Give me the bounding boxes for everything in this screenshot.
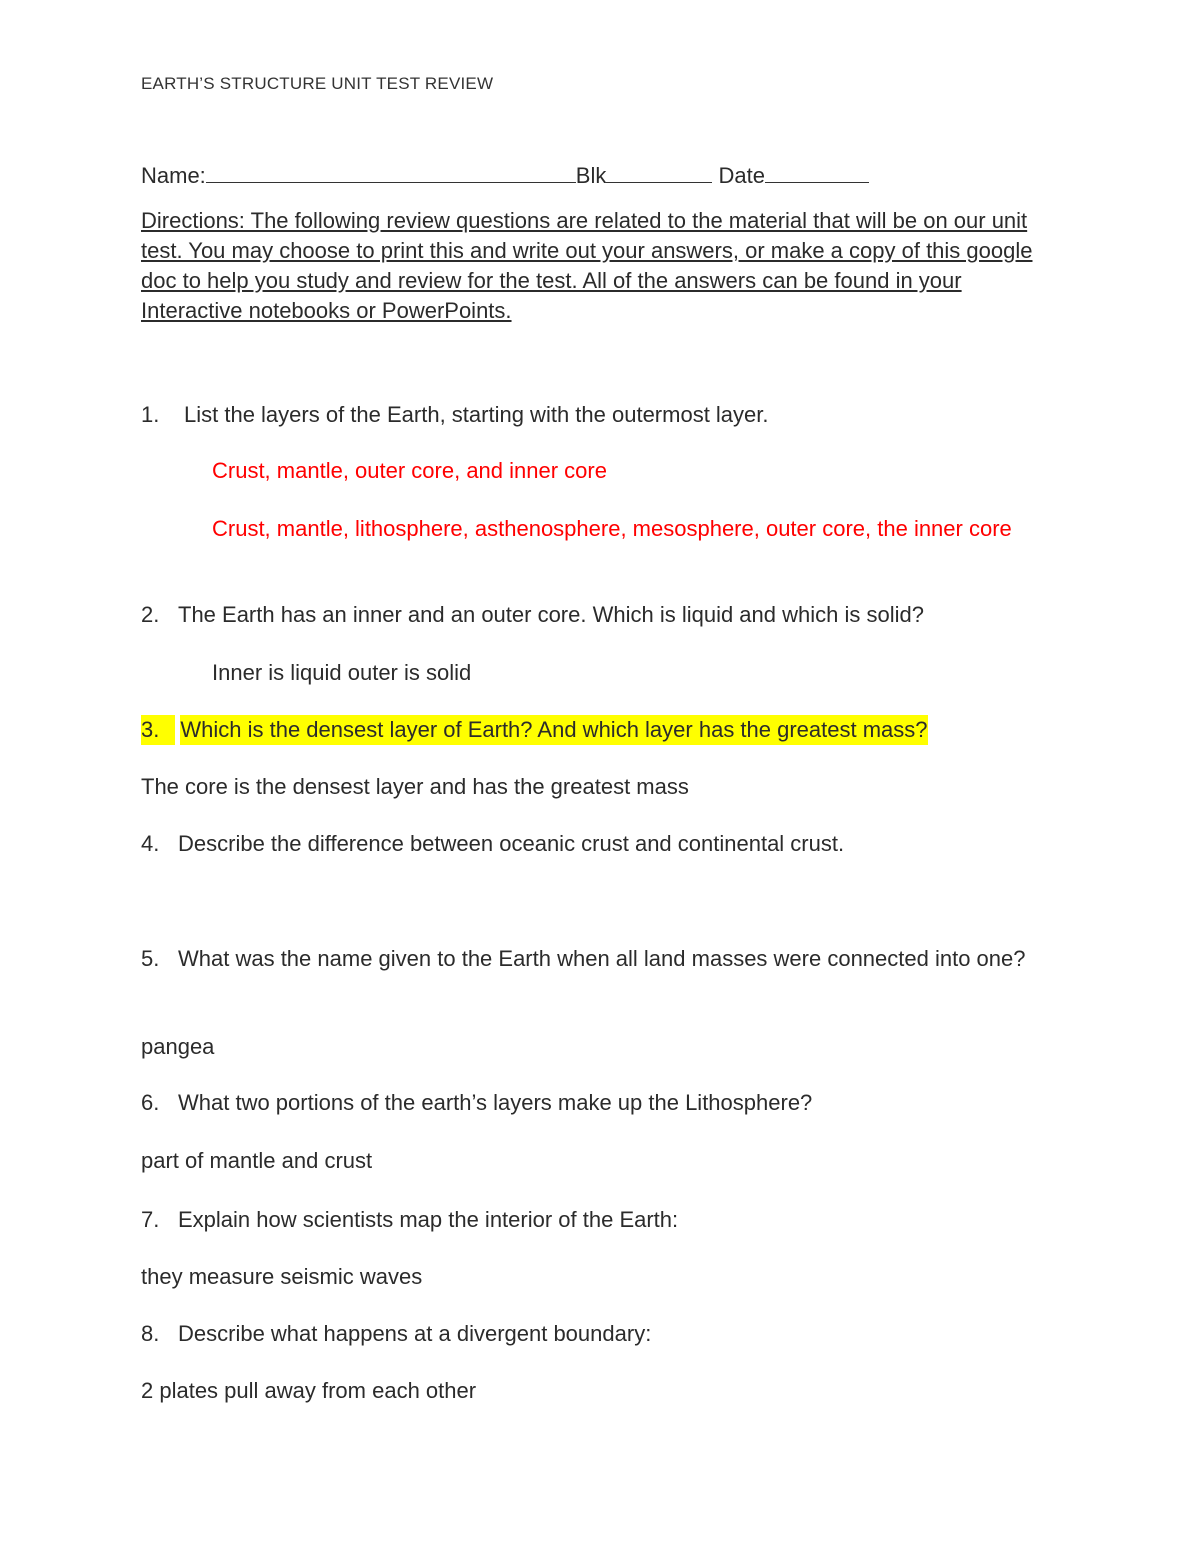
question-1-answer-2: Crust, mantle, lithosphere, asthenosphere, mesosphere, outer core, the inner core — [212, 516, 1012, 541]
question-3-highlight — [141, 715, 928, 745]
document-title: EARTH’S STRUCTURE UNIT TEST REVIEW — [141, 74, 494, 93]
question-1-answer-1: Crust, mantle, outer core, and inner core — [212, 458, 607, 483]
question-5-answer: pangea — [141, 1034, 215, 1059]
date-label: Date — [718, 163, 765, 188]
blk-blank — [606, 160, 712, 183]
question-2-answer: Inner is liquid outer is solid — [212, 660, 472, 685]
question-2-number: 2. — [141, 602, 160, 627]
question-8-answer: 2 plates pull away from each other — [141, 1378, 477, 1403]
question-6-answer: part of mantle and crust — [141, 1148, 373, 1173]
question-8-text: Describe what happens at a divergent boundary: — [178, 1321, 652, 1346]
question-2-text: The Earth has an inner and an outer core. Which is liquid and which is solid? — [178, 602, 924, 627]
question-7-number: 7. — [141, 1207, 160, 1232]
question-8-number: 8. — [141, 1321, 160, 1346]
question-6-text: What two portions of the earth’s layers make up the Lithosphere? — [178, 1090, 813, 1115]
blk-label: Blk — [575, 163, 607, 188]
name-blk-date-line — [141, 160, 869, 191]
question-5-number: 5. — [141, 946, 160, 971]
question-1-text: List the layers of the Earth, starting with the outermost layer. — [184, 402, 769, 427]
question-6-number: 6. — [141, 1090, 160, 1115]
directions-paragraph: Directions: The following review questions are related to the material that will be on our unit test. You may choose to print this and write out your answers, or make a copy of this google doc to help you study and review for the test. All of the answers can be found in your Interactive notebooks or PowerPoints. — [141, 208, 1033, 323]
question-7-answer: they measure seismic waves — [141, 1264, 423, 1289]
question-4-text: Describe the difference between oceanic crust and continental crust. — [178, 831, 845, 856]
question-3-number: 3. — [141, 715, 175, 745]
question-4-number: 4. — [141, 831, 160, 856]
name-blank — [206, 160, 576, 183]
question-3-text: Which is the densest layer of Earth? And which layer has the greatest mass? — [180, 715, 927, 745]
question-3-answer: The core is the densest layer and has the greatest mass — [141, 774, 689, 799]
question-1-number: 1. — [141, 402, 160, 427]
question-5-text: What was the name given to the Earth when all land masses were connected into one? — [178, 946, 1026, 971]
date-blank — [765, 160, 869, 183]
question-7-text: Explain how scientists map the interior of the Earth: — [178, 1207, 679, 1232]
name-label: Name: — [141, 163, 206, 188]
